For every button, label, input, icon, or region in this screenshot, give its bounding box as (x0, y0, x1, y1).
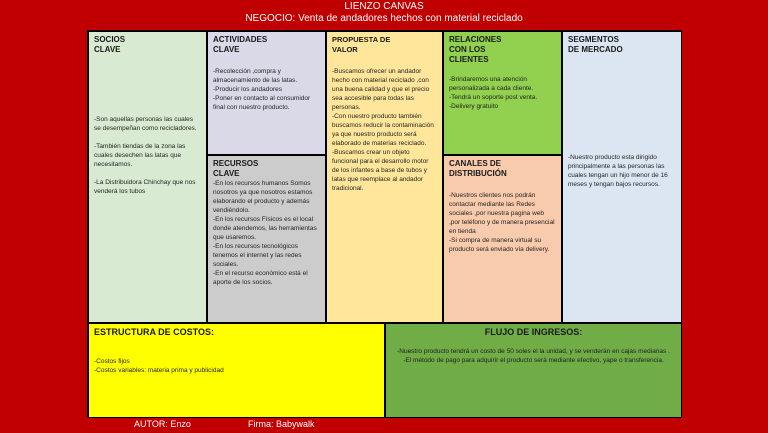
flujo-ingresos-text: -Nuestro producto tendrá un costo de 50 soles el la unidad, y se venderán en cajas medianas . -El método de pago para adquirir el producto será mediante efectivo, yape o transferencia. (397, 348, 670, 364)
recursos-clave-title: RECURSOS CLAVE (213, 159, 259, 178)
propuesta-valor-title: PROPUESTA DE VALOR (332, 35, 391, 54)
page-title: LIENZO CANVAS (344, 1, 424, 12)
estructura-costos-text: -Costos fijos -Costos variables: materia prima y publicidad (94, 358, 224, 374)
relaciones-clientes-title: RELACIONES CON LOS CLIENTES (449, 35, 502, 64)
estructura-costos-title: ESTRUCTURA DE COSTOS: (94, 327, 215, 337)
canales-distribucion-block (443, 155, 562, 323)
flujo-ingresos-title: FLUJO DE INGRESOS: (484, 327, 583, 337)
recursos-clave-text: -En los recursos humanos Somos nosotros ya que nosotros estamos elaborando el producto y además vendiéndolo. -En los recursos Físicos es el local donde atendemos, las herramientas que usaremos. -En los recursos tecnológicos tenemos el internet y las redes sociales. -En el recurso económico está el aporte de los socios. (213, 180, 317, 286)
canales-distribucion-text: -Nuestros clientes nos podrán contactar mediante las Redes sociales ,por nuestra pagina web ,por teléfono y de manera presencial en tienda -Si compra de manera virtual su producto será enviado vía delivery. (449, 192, 555, 253)
segmentos-mercado-block (562, 31, 682, 323)
actividades-clave-title: ACTIVIDADES CLAVE (213, 35, 268, 54)
propuesta-valor-text: -Buscamos ofrecer un andador hecho con material reciclado ,con una buena calidad y que el precio sea accesible para todas las personas. -Con nuestro producto también buscamos reducir la contaminación ya que nuestro producto será elaborado de materias reciclado. -Buscamos crear un objeto funcional para el desarrollo motor de los infantes a base de tubos y latas que reemplace al andador tradicional. (332, 68, 434, 192)
relaciones-clientes-text: -Brindaremos una atención personalizada a cada cliente. -Tendrá un soporte post venta. -Delivery gratuito (449, 76, 538, 110)
canvas-grid (87, 30, 681, 417)
business-subtitle: NEGOCIO: Venta de andadores hechos con material reciclado (245, 13, 523, 24)
socios-clave-title: SOCIOS CLAVE (94, 35, 126, 54)
author-label: AUTOR: Enzo (134, 419, 191, 429)
recursos-clave-block (207, 155, 326, 323)
relaciones-clientes-block (443, 31, 562, 155)
signature-label: Firma: Babywalk (248, 419, 315, 429)
socios-clave-block (88, 31, 207, 323)
flujo-ingresos-block (385, 323, 682, 418)
segmentos-mercado-title: SEGMENTOS DE MERCADO (568, 35, 623, 54)
propuesta-valor-block (326, 31, 443, 323)
actividades-clave-block (207, 31, 326, 155)
canales-distribucion-title: CANALES DE DISTRIBUCIÓN (449, 159, 507, 178)
estructura-costos-block (88, 323, 385, 418)
actividades-clave-text: -Recolección ,compra y almacenamiento de las latas. -Producir los andadores -Poner en contacto al consumidor final con nuestro producto. (213, 68, 311, 111)
segmentos-mercado-text: -Nuestro producto esta dirigido principalmente a las personas las cuales tengan un hijo menor de 16 meses y tengan bajos recursos. (568, 154, 668, 188)
socios-clave-text: -Son aquellas personas las cuales se desempeñan como recicladores. -También tiendas de la zona las cuales desechen las latas que necesitamos. -La Distribuidora Chinchay que nos venderá los tubos (94, 116, 197, 195)
